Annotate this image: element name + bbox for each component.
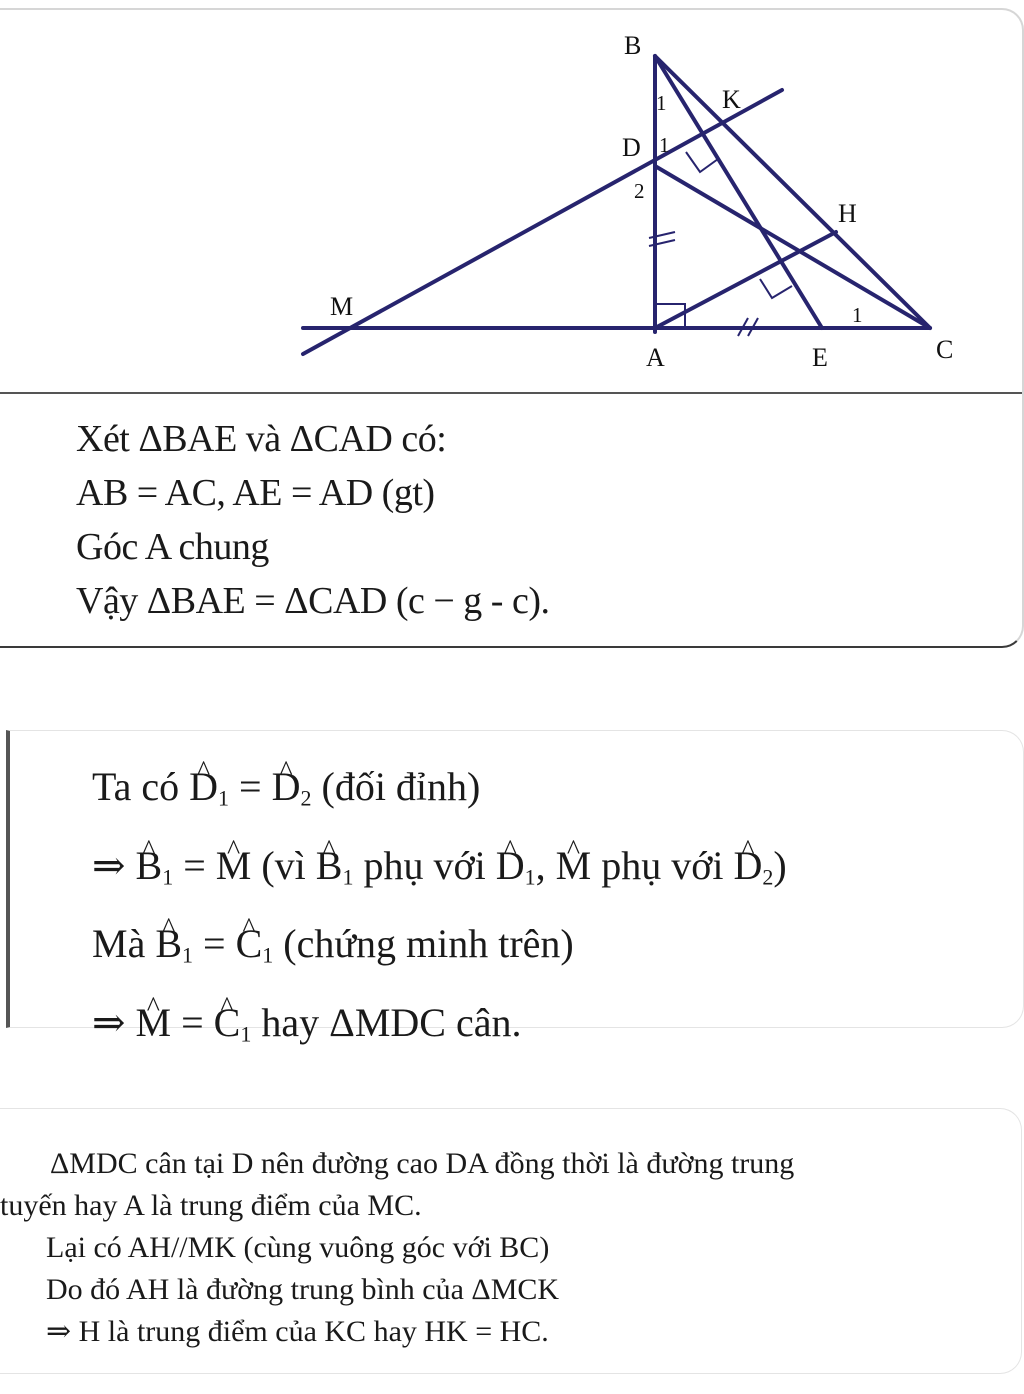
proof2-line-1: Ta có ^ $D_1$ = ^ $D_2$ (đối đỉnh) bbox=[92, 753, 787, 832]
angle-label-d1: 1 bbox=[659, 133, 670, 157]
segment-ah bbox=[655, 232, 836, 328]
proof1-line-2: AB = AC, AE = AD (gt) bbox=[76, 472, 435, 514]
proof-part-2 bbox=[92, 753, 787, 1067]
angle-label-d2: 2 bbox=[634, 179, 645, 203]
proof-part-3 bbox=[0, 1143, 794, 1353]
proof2-line-4: ⇒ ^ M = ^ $C_1$ hay ΔMDC cân. bbox=[92, 989, 787, 1068]
label-k: K bbox=[722, 85, 741, 114]
label-c: C bbox=[936, 335, 954, 364]
proof2-line-2: ⇒ ^ $B_1$ = ^ M (vì ^ $B_1$ phụ với ^ $D_1$, ^ M phụ với ^ $D_2$) bbox=[92, 832, 787, 911]
proof-part-2-card bbox=[6, 730, 1024, 1046]
label-a: A bbox=[646, 343, 665, 372]
label-b: B bbox=[624, 31, 642, 60]
figure-and-proof-card bbox=[0, 8, 1024, 648]
proof3-line-4: Do đó AH là đường trung bình của ΔMCK bbox=[46, 1273, 560, 1306]
angle-label-c1: 1 bbox=[852, 303, 863, 327]
label-d: D bbox=[622, 133, 641, 162]
proof3-line-3: Lại có AH//MK (cùng vuông góc với BC) bbox=[46, 1231, 550, 1264]
line-mk bbox=[303, 90, 782, 354]
label-m: M bbox=[330, 292, 354, 321]
triangle-diagram bbox=[0, 2, 1022, 392]
proof1-line-4: Vậy ΔBAE = ΔCAD (c − g - c). bbox=[76, 580, 550, 622]
proof3-line-2: tuyến hay A là trung điểm của MC. bbox=[0, 1189, 422, 1222]
right-angle-k bbox=[686, 152, 718, 172]
label-e: E bbox=[812, 343, 828, 372]
proof3-line-5: ⇒ H là trung điểm của KC hay HK = HC. bbox=[46, 1315, 549, 1348]
angle-label-b1: 1 bbox=[656, 91, 667, 115]
proof1-line-1: Xét ΔBAE và ΔCAD có: bbox=[76, 418, 447, 460]
tick-da-2 bbox=[649, 240, 675, 246]
right-angle-ac bbox=[760, 279, 792, 298]
proof-part-1 bbox=[76, 412, 549, 628]
geometry-figure bbox=[0, 10, 1022, 394]
proof-part-3-card bbox=[0, 1108, 1022, 1374]
label-h: H bbox=[838, 199, 857, 228]
proof1-line-3: Góc A chung bbox=[76, 526, 269, 568]
tick-da-1 bbox=[649, 232, 675, 238]
proof2-line-3: Mà ^ $B_1$ = ^ $C_1$ (chứng minh trên) bbox=[92, 910, 787, 989]
proof3-line-1: ΔMDC cân tại D nên đường cao DA đồng thời là đường trung bbox=[50, 1147, 795, 1180]
